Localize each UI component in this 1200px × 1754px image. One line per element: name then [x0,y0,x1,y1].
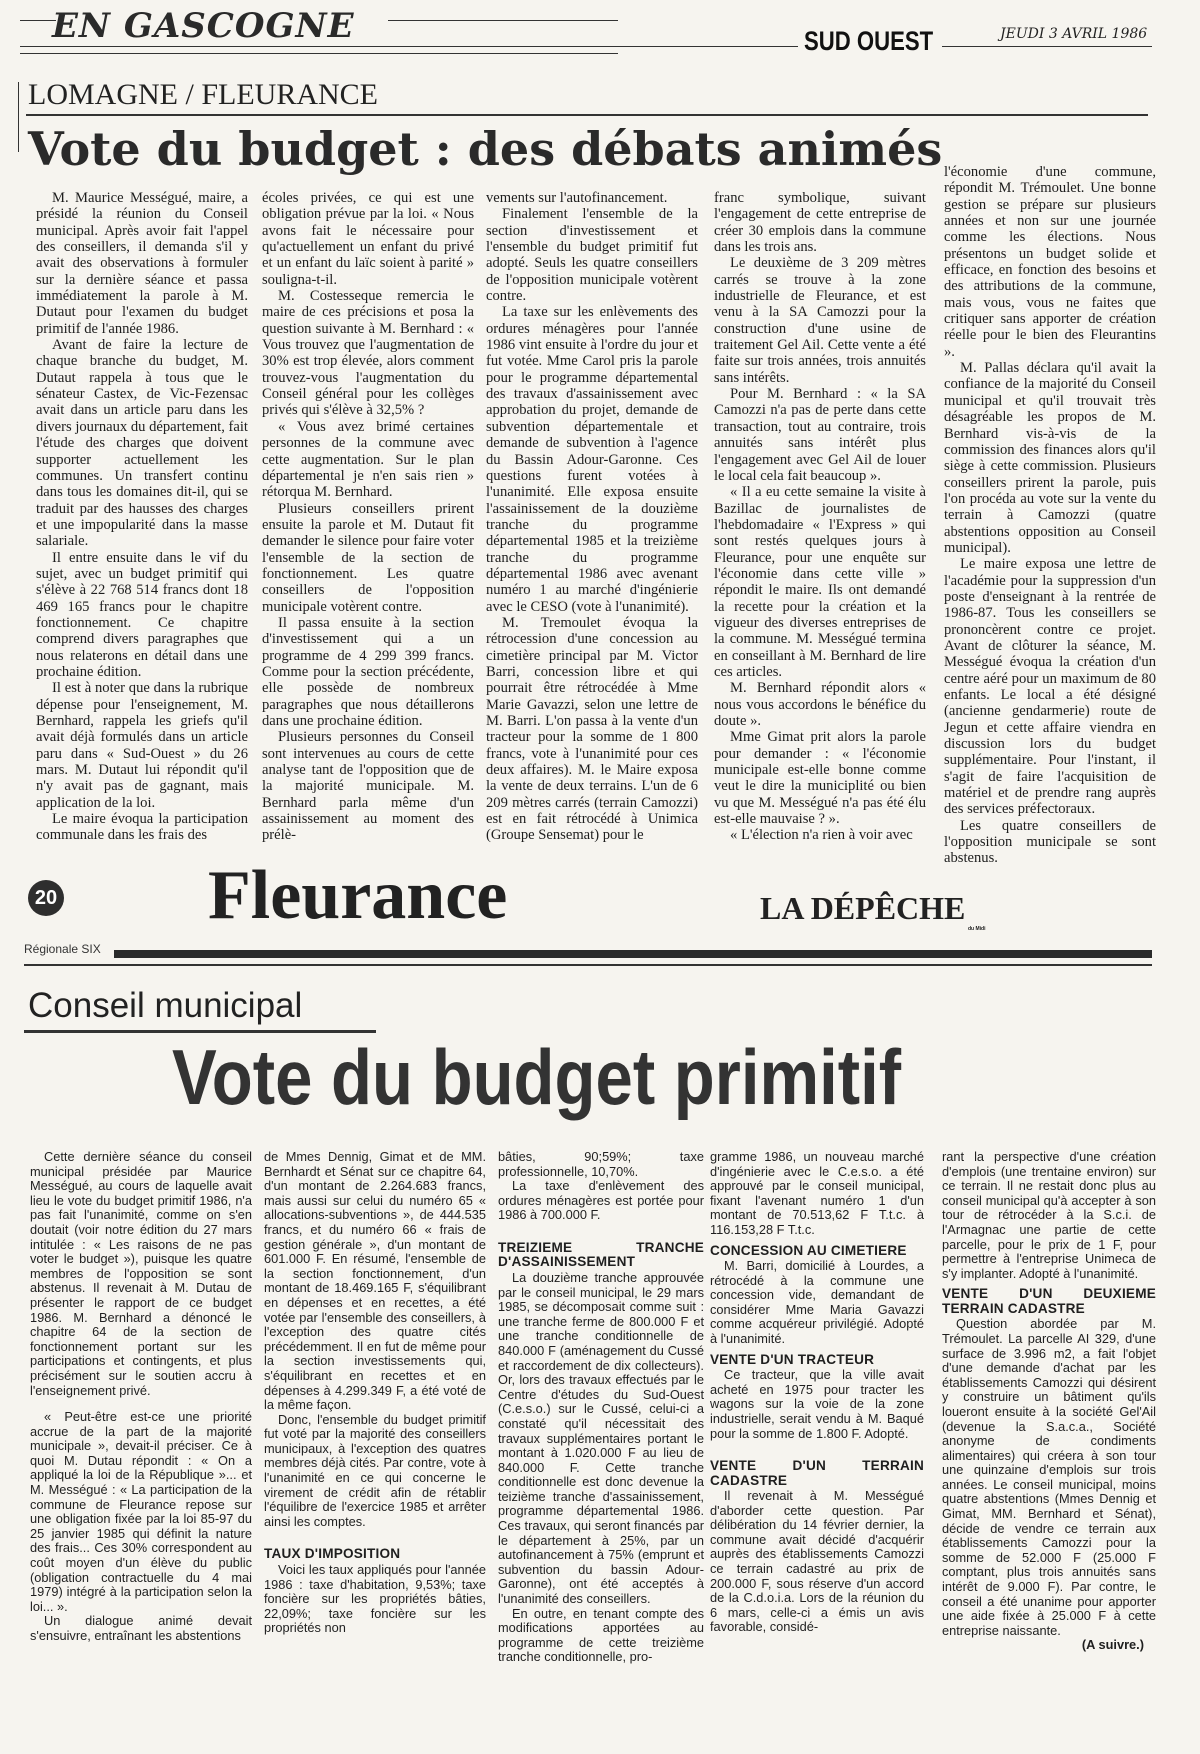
paragraph: Mme Gimat prit alors la parole pour demander : « l'économie municipale est-elle bonne comme veut le dire la municiplité ou bien vu que M. Mességué n'a pas été élu est-elle mauvaise ? ». [714,729,926,828]
paragraph: de Mmes Dennig, Gimat et de MM. Bernhardt et Sénat sur ce chapitre 64, d'un montant de 2.264.683 francs, mais aussi sur celui du numéro 65 « allocations-subventions », de 444.535 francs, et du numéro 66 « frais de gestion générale », d'un montant de 601.000 F. En résumé, l'ensemble de la section fonctionnement, d'un montant de 18.469.165 F, s'équilibrant en dépenses et en recettes, a été votée par l'ensemble des conseillers, à l'exception des quatre cités précédemment. Il en fut de même pour la section investissements qui, s'équilibrant en recettes et en dépenses à 4.299.349 F, a été voté de la même façon. [264,1149,486,1413]
paragraph: La taxe sur les enlèvements des ordures ménagères pour l'année 1986 vint ensuite à l'ordre du jour et fut votée. Mme Carol pris la parole pour le programme départemental des travaux d'assainissement avec approbation du projet, demande de subvention départementale et demande de subvention à l'agence du Bassin Adour-Garonne. Ces questions furent votées à l'unanimité. Elle exposa ensuite l'assainissement de la douzième tranche du programme départemental 1985 et la treizième tranche du programme départemental 1986 avec avenant numéro 1 au marché d'ingénierie avec le CESO (vote à l'unanimité). [486,304,698,615]
paragraph: Plusieurs personnes du Conseil sont intervenues au cours de cette analyse tant de l'opposition que de la majorité municipale. M. Bernhard parla même d'un assainissement au moment des prélè- [262,729,474,844]
divider [18,82,19,152]
paragraph: Avant de faire la lecture de chaque branche du budget, M. Dutaut rappela à tous que le sénateur Castex, de Vic-Fezensac avait dans un article paru dans les divers journaux du département, fait l'étude des charges que doivent supporter actuellement les communes. Un transfert continu dans tous les domaines dit-il, qui se traduit par des hausses des charges et une impopularité dans la masse salariale. [36,337,248,550]
paragraph: Ce tracteur, que la ville avait acheté en 1975 pour tracter les wagons sur la voie de la zone industrielle, serait vendu à M. Baqué pour la somme de 1.800 F. Adopté. [710,1367,924,1441]
paragraph: M. Tremoulet évoqua la rétrocession d'une concession au cimetière principal par M. Victor Barri, concession libre et qui pourrait être rétrocédée à Mme Marie Gavazzi, selon une lettre de M. Barri. L'on passa à la vente d'un tracteur pour la somme de 1 800 francs, vote à l'unanimité pour ces deux affaires). M. le Maire exposa la vente de deux terrains. L'un de 6 209 mètres carrés (terrain Camozzi) est en fait rétrocédé à Unimica (Groupe Sensemat) pour le [486,614,698,844]
paragraph: Pour M. Bernhard : « la SA Camozzi n'a pas de perte dans cette transaction, tout au contraire, trois annuités sans intérêt plus l'engagement avec Gel Ail de louer le local cela fait beaucoup ». [714,386,926,484]
paragraph: M. Pallas déclara qu'il avait la confiance de la majorité du Conseil municipal et qu'il trouvait très désagréable les propos de M. Bernhard vis-à-vis de la commission des finances alors qu'il siège à cette commission. Plusieurs conseillers prirent la parole, puis l'on procéda au vote sur la vente du terrain à Camozzi (quatre abstentions opposition au Conseil municipal). [944,360,1156,556]
paragraph: Il passa ensuite à la section d'investissement qui a un programme de 4 299 399 francs. Comme pour la section précédente, elle possède de nombreux paragraphes que nous détaillerons dans une prochaine édition. [262,614,474,729]
paragraph: Le deuxième de 3 209 mètres carrés se trouve à la zone industrielle de Fleurance, et est venu à la SA Camozzi pour la construction d'une usine de traitement Gel Ail. Cette vente a été faite sur trois années, trois annuités sans intérêts. [714,255,926,386]
divider-bar [114,950,1152,958]
subheading: VENTE D'UN TRACTEUR [710,1351,875,1367]
paragraph: « Vous avez brimé certaines personnes de la commune avec cette augmentation. Sur le plan départemental je n'en sais rien » rétorqua M. Bernhard. [262,418,474,501]
newspaper-logo-subtitle: du Midi [968,926,986,932]
paragraph: La taxe d'enlèvement des ordures ménagères est portée pour 1986 à 700.000 F. [498,1178,704,1223]
paragraph: vements sur l'autofinancement. [486,190,668,206]
paragraph: M. Barri, domicilié à Lourdes, a rétrocédé à la commune une concession vide, demandant de considérer Mme Maria Gavazzi comme acquéreur privilégié. Adopté à l'unanimité. [710,1258,924,1347]
divider [24,964,1152,966]
divider [26,114,1148,116]
section-title: EN GASCOGNE [52,6,355,46]
divider [942,46,1152,47]
paragraph: Il est à noter que dans la rubrique dépense pour l'enseignement, M. Bernhard, rappela les griefs qu'il avait déjà formulés dans un article paru dans « Sud-Ouest » du 26 mars. M. Dutaut lui répondit qu'il n'y avait pas de gagnant, mais application de la loi. [36,680,248,811]
article-column [710,1150,924,1635]
paragraph: Question abordée par M. Trémoulet. La parcelle AI 329, d'une surface de 3.996 m2, a fait l'objet d'une demande d'achat par les établissements Camozzi qui désirent y construire un bâtiment qu'ils loueront ensuite à la société Gel'Ail (devenue la S.a.c.a., Société anonyme de condiments alimentaires) qui créera à son tour une quinzaine d'emplois sur trois années. Le conseil municipal, moins quatre abstentions (Mmes Dennig et Gimat, MM. Bernhard et Sénat), décide de vendre ce terrain aux établissements Camozzi pour la somme de 52.000 F (25.000 F comptant, plus trois annuités sans intérêt de 9.000 F). Par contre, le conseil a été unanime pour apporter une aide fixée à 25.000 F à cette entreprise naissante. [942,1316,1156,1638]
publication-date: JEUDI 3 AVRIL 1986 [1000,26,1148,42]
paragraph: gramme 1986, un nouveau marché d'ingénierie avec le C.e.s.o. a été approuvé par le conseil municipal, fixant l'avenant numéro 1 d'un montant de 70.513,62 F T.t.c. à 116.153,28 F T.t.c. [710,1149,924,1237]
paragraph: Un dialogue animé devait s'ensuivre, entraînant les abstentions [30,1613,252,1643]
subheading: TAUX D'IMPOSITION [264,1546,401,1562]
subheading: VENTE D'UN TERRAIN CADASTRE [710,1458,924,1488]
paragraph: Les quatre conseillers de l'opposition municipale se sont abstenus. [944,817,1156,867]
subheading: TREIZIEME TRANCHE D'ASSAINISSEMENT [498,1239,704,1270]
paragraph: Donc, l'ensemble du budget primitif fut voté par la majorité des conseillers municipaux, à l'exception des quatres membres déjà cités. Par contre, vote à l'unanimité en ce qui concerne le virement de crédit afin de rétablir l'équilibre de l'exercice 1985 et arrêter ainsi les comptes. [264,1411,486,1529]
page-number-badge: 20 [28,880,64,916]
paragraph: « Il a eu cette semaine la visite à Bazillac de journalistes de l'hebdomadaire « l'Express » qui sont restés quelques jours à Fleurance, pour une enquête sur l'économie dans cette ville » répondit le maire. Ils ont demandé la recette pour la création et la vigueur des diverses entreprises de la commune. M. Mességué termina en conseillant à M. Bernhard de lire ces articles. [714,484,926,680]
article-column [486,190,698,844]
article-column [498,1150,704,1665]
divider [388,20,618,21]
rubric-label: Conseil municipal [28,986,303,1025]
paragraph: En outre, en tenant compte des modifications apportées au programme de cette treizième tranche conditionnelle, pro- [498,1605,704,1665]
paragraph: Finalement l'ensemble de la section d'investissement et l'ensemble du budget primitif fut adopté. Seuls les quatre conseillers de l'opposition municipale votèrent contre. [486,206,698,305]
locality-label: LOMAGNE / FLEURANCE [28,78,378,111]
article-column [30,1150,252,1644]
divider [20,20,56,21]
paragraph: franc symbolique, suivant l'engagement de cette entreprise de créer 30 emplois dans la commune dans les trois ans. [714,190,926,256]
paragraph: Cette dernière séance du conseil municipal présidée par Maurice Mességué, au cours de laquelle avait lieu le vote du budget primitif 1986, n'a pas fait l'unanimité, comme on s'en doutait (voir notre édition du 27 mars intitulée : « Les raisons de ne pas voter le budget »), puisque les quatre membres de l'opposition se sont abstenus. Il revenait à M. Dutau de présenter le rapport de ce budget 1986. M. Bernhard a dénoncé le chapitre 64 de la section de fonctionnement portant sur les participations et contingents, et plus précisément sur le soutien accru à l'enseignement privé. [30,1149,252,1398]
newspaper-logo: SUD OUEST [804,26,934,56]
subheading: VENTE D'UN DEUXIEME TERRAIN CADASTRE [942,1286,1156,1316]
paragraph: écoles privées, ce qui est une obligation prévue par la loi. « Nous avons fait le nécessaire pour qu'actuellement un enfant du privé et un enfant du laïc soient à parité » souligna-t-il. [262,190,474,288]
paragraph: M. Maurice Mességué, maire, a présidé la réunion du Conseil municipal. Après avoir fait l'appel des conseillers, il demanda s'il y avait des observations à formuler sur la dernière séance et passa immédiatement la parole à M. Dutaut pour l'examen du budget primitif de l'année 1986. [36,190,248,337]
article-column [36,190,248,844]
article-column [714,190,926,844]
paragraph: Voici les taux appliqués pour l'année 1986 : taxe d'habitation, 9,53%; taxe foncière sur les propriétés bâties, 22,09%; taxe foncière sur les propriétés non [264,1561,486,1636]
paragraph: Le maire évoqua la participation communale dans les frais des [36,811,248,844]
paragraph: Le maire exposa une lettre de l'académie pour la suppression d'un poste d'enseignant à la rentrée de 1986-87. Tous les conseillers se prononcèrent contre ce projet. Avant de clôturer la séance, M. Mességué évoqua la création d'un centre aéré pour un maximum de 80 enfants. Le local a été désigné (ancienne gendarmerie) route de Jegun et cette affaire viendra en discussion lors du budget supplémentaire. Pour l'instant, il s'agit de faire l'acquisition de matériel et de prendre rang auprès des services préfectoraux. [944,556,1156,818]
paragraph: rant la perspective d'une création d'emplois (une trentaine environ) sur ce terrain. Il ne restait donc plus au conseil municipal qu'à accepter à son tour de rétrocéder à la S.c.i. de l'Armagnac une partie de cette parcelle, pour le prix de 1 F, pour permettre à l'entreprise Unimeca de s'y implanter. Adopté à l'unanimité. [942,1149,1156,1281]
paragraph: l'économie d'une commune, répondit M. Trémoulet. Une bonne gestion se prépare sur plusieurs années et non sur une journée comme les élections. Nous présentons un budget solide et efficace, en fonction des besoins et des attributions de la commune, mais vous, vous ne faites que critiquer sans apporter de création réelle pour le bien des Fleurantins ». [944,164,1156,360]
paragraph: Il entre ensuite dans le vif du sujet, avec un budget primitif qui s'élève à 22 768 514 francs dont 18 469 165 francs pour le chapitre fonctionnement. Ce chapitre comprend divers paragraphes que nous relaterons en détail dans une prochaine édition. [36,549,248,680]
paragraph: Plusieurs conseillers prirent ensuite la parole et M. Dutaut fit demander le silence pour faire voter l'ensemble de la section de fonctionnement. Les quatre conseillers de l'opposition municipale votèrent contre. [262,500,474,615]
article-column [262,190,474,844]
paragraph: M. Bernhard répondit alors « nous vous accordons le bénéfice du doute ». [714,680,926,729]
paragraph: « Peut-être est-ce une priorité accrue de la part de la majorité municipale », devait-il préciser. Ce à quoi M. Dutau répondit : « On a appliqué la loi de la République »... et M. Mességué : « La participation de la commune de Fleurance repose sur une obligation fixée par la loi 85-97 du 25 janvier 1985 qui définit la nature des frais... Ces 30% correspondent au coût moyen d'un élève du public (obligation contractuelle du 4 mai 1979) intégré à la participation selon la loi... ». [30,1409,252,1614]
headline: Vote du budget primitif [172,1033,902,1121]
paragraph: La douzième tranche approuvée par le conseil municipal, le 29 mars 1985, se décomposait comme suit : une tranche ferme de 800.000 F et une tranche conditionnelle de 840.000 F (aménagement du Cussé et raccordement de dix collecteurs). Or, lors des travaux effectués par le Centre d'études du Sud-Ouest (C.e.s.o.) sur le Cussé, celui-ci a constaté qu'il nécessitait des travaux supplémentaires portant le montant à 1.020.000 F au lieu de 840.000 F. Cette tranche conditionnelle est donc devenue la teizième tranche d'assainissement, programme départemental 1986. Ces travaux, qui seront financés par le département à 25%, par un autofinancement à 75% (emprunt et subvention du bassin Adour-Garonne), ont été acceptés à l'unanimité des conseillers. [498,1269,704,1607]
subheading: CONCESSION AU CIMETIERE [710,1242,907,1258]
town-title: Fleurance [208,857,508,934]
edition-label: Régionale SIX [24,942,101,956]
article-column [264,1150,486,1636]
article-column [944,164,1156,867]
headline: Vote du budget : des débats animés [28,122,943,176]
divider [20,53,618,54]
newspaper-logo: LA DÉPÊCHE [760,890,966,926]
paragraph: M. Costesseque remercia le maire de ces précisions et posa la question suivante à M. Bernhard : « Vous trouvez que l'augmentation de 30% est trop élevée, alors comment trouvez-vous l'augmentation du Conseil général pour les collèges privés qui s'élève à 32,5% ? [262,288,474,419]
paragraph: bâties, 90;59%; taxe professionnelle, 10,70%. [498,1149,704,1179]
continued-note: (A suivre.) [1081,1637,1144,1653]
paragraph: « L'élection n'a rien à voir avec [730,827,913,844]
article-column [942,1150,1156,1653]
paragraph: Il revenait à M. Mességué d'aborder cette question. Par délibération du 14 février dernier, la commune avait décidé d'acquérir auprès des établissements Camozzi ce terrain cadastré au prix de 200.000 F, sous réserve d'un accord de la C.d.o.i.a. Lors de la réunion du 6 mars, celle-ci a émis un avis favorable, considé- [710,1488,924,1635]
divider [20,46,798,47]
